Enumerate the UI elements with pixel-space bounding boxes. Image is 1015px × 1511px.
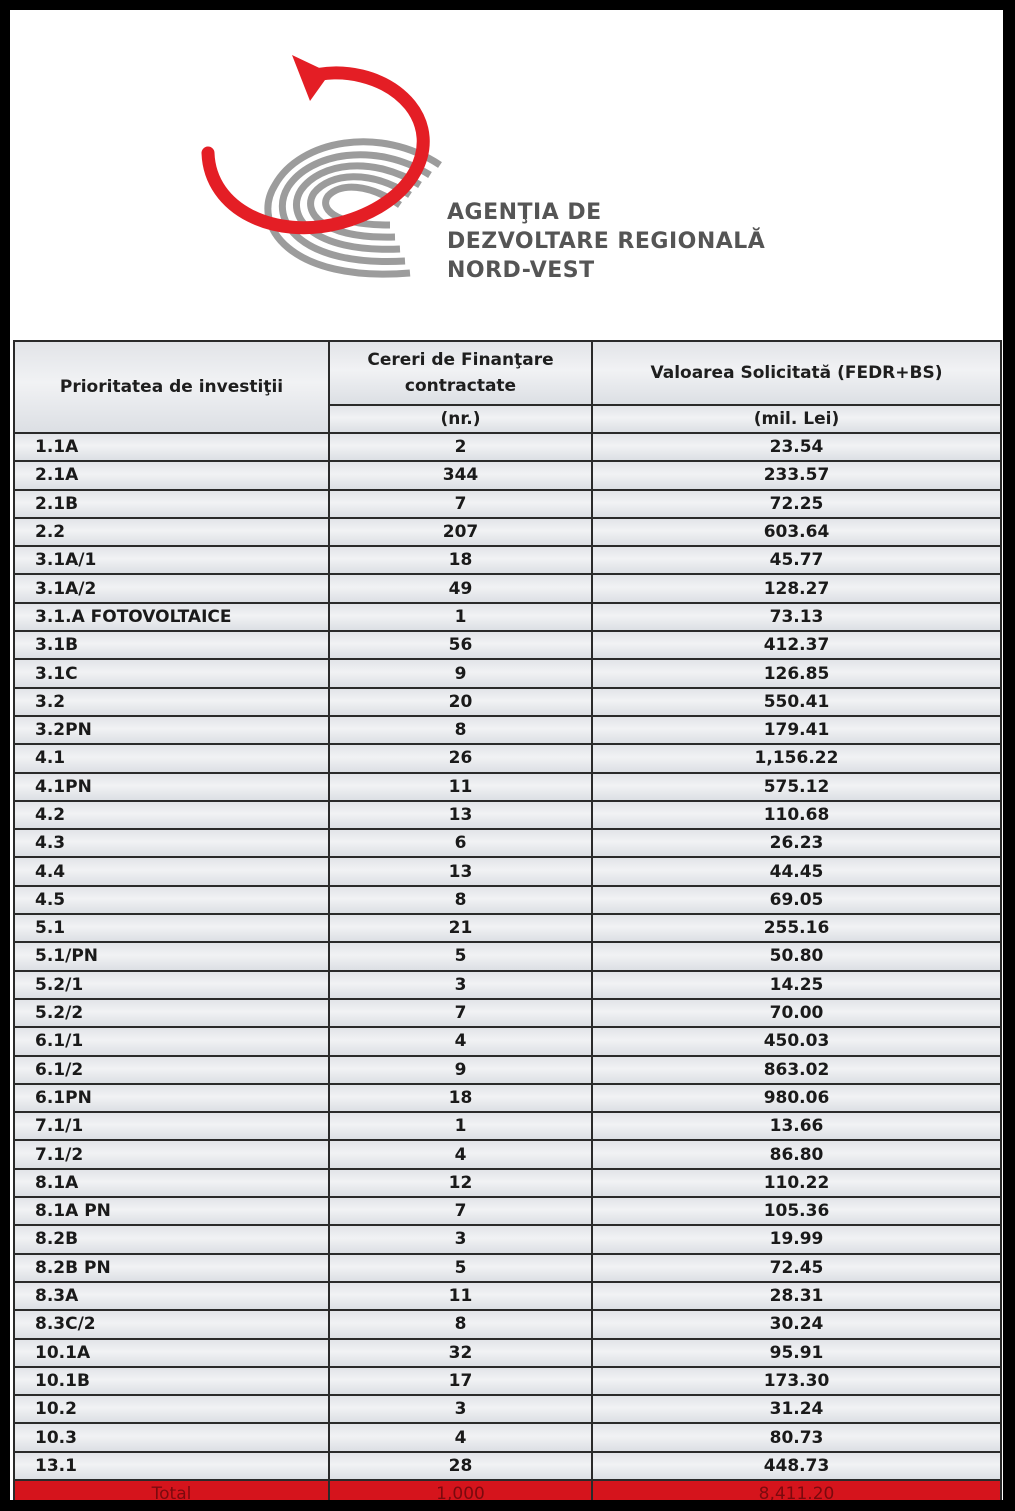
row-priority: 7.1/2 — [14, 1140, 329, 1168]
table-row — [14, 461, 1001, 489]
row-priority: 10.2 — [14, 1395, 329, 1423]
row-priority: 6.1PN — [14, 1084, 329, 1112]
row-requests: 207 — [329, 518, 592, 546]
row-requests: 7 — [329, 999, 592, 1027]
row-priority: 8.2B — [14, 1225, 329, 1253]
row-priority: 5.2/1 — [14, 971, 329, 999]
row-value: 173.30 — [592, 1367, 1001, 1395]
row-priority: 10.1A — [14, 1339, 329, 1367]
row-value: 450.03 — [592, 1027, 1001, 1055]
row-requests: 13 — [329, 857, 592, 885]
table-row — [14, 433, 1001, 461]
row-priority: 4.2 — [14, 801, 329, 829]
table-row — [14, 942, 1001, 970]
table-row — [14, 574, 1001, 602]
row-value: 128.27 — [592, 574, 1001, 602]
row-priority: 3.1C — [14, 659, 329, 687]
row-value: 863.02 — [592, 1056, 1001, 1084]
row-value: 1,156.22 — [592, 744, 1001, 772]
table-row — [14, 716, 1001, 744]
row-priority: 7.1/1 — [14, 1112, 329, 1140]
row-priority: 8.1A PN — [14, 1197, 329, 1225]
row-priority: 2.1A — [14, 461, 329, 489]
organization-name — [447, 198, 765, 285]
row-priority: 4.1PN — [14, 773, 329, 801]
row-requests: 8 — [329, 886, 592, 914]
row-priority: 4.1 — [14, 744, 329, 772]
row-requests: 4 — [329, 1027, 592, 1055]
row-requests: 18 — [329, 1084, 592, 1112]
row-requests: 3 — [329, 971, 592, 999]
row-value: 80.73 — [592, 1423, 1001, 1451]
row-requests: 2 — [329, 433, 592, 461]
row-requests: 28 — [329, 1452, 592, 1480]
total-label: Total — [14, 1480, 329, 1500]
table-row — [14, 1027, 1001, 1055]
table-row — [14, 1225, 1001, 1253]
table-row — [14, 1310, 1001, 1338]
table-row — [14, 829, 1001, 857]
row-value: 30.24 — [592, 1310, 1001, 1338]
row-value: 179.41 — [592, 716, 1001, 744]
row-priority: 2.2 — [14, 518, 329, 546]
row-priority: 8.3A — [14, 1282, 329, 1310]
table-row — [14, 546, 1001, 574]
table-row — [14, 1339, 1001, 1367]
row-value: 28.31 — [592, 1282, 1001, 1310]
organization-line-3: NORD-VEST — [447, 258, 595, 283]
row-value: 550.41 — [592, 688, 1001, 716]
total-row — [14, 1480, 1001, 1500]
row-value: 126.85 — [592, 659, 1001, 687]
row-value: 575.12 — [592, 773, 1001, 801]
row-value: 70.00 — [592, 999, 1001, 1027]
row-requests: 11 — [329, 773, 592, 801]
row-requests: 1 — [329, 1112, 592, 1140]
row-priority: 5.2/2 — [14, 999, 329, 1027]
row-value: 110.22 — [592, 1169, 1001, 1197]
row-requests: 8 — [329, 716, 592, 744]
table-row — [14, 1112, 1001, 1140]
table-row — [14, 603, 1001, 631]
row-requests: 20 — [329, 688, 592, 716]
table-row — [14, 886, 1001, 914]
row-priority: 5.1/PN — [14, 942, 329, 970]
row-priority: 6.1/1 — [14, 1027, 329, 1055]
row-requests: 5 — [329, 942, 592, 970]
row-priority: 4.3 — [14, 829, 329, 857]
table-row — [14, 1197, 1001, 1225]
header-requests-unit: (nr.) — [329, 405, 592, 433]
total-requests: 1,000 — [329, 1480, 592, 1500]
header-priority: Prioritatea de investiţii — [14, 341, 329, 433]
row-value: 45.77 — [592, 546, 1001, 574]
table-row — [14, 1254, 1001, 1282]
table-row — [14, 1367, 1001, 1395]
row-requests: 7 — [329, 1197, 592, 1225]
row-value: 23.54 — [592, 433, 1001, 461]
row-requests: 6 — [329, 829, 592, 857]
row-value: 73.13 — [592, 603, 1001, 631]
row-requests: 26 — [329, 744, 592, 772]
table-row — [14, 914, 1001, 942]
row-requests: 49 — [329, 574, 592, 602]
row-value: 50.80 — [592, 942, 1001, 970]
row-priority: 13.1 — [14, 1452, 329, 1480]
organization-line-2: DEZVOLTARE REGIONALĂ — [447, 229, 766, 254]
document-page — [10, 10, 1003, 1500]
row-requests: 21 — [329, 914, 592, 942]
row-priority: 1.1A — [14, 433, 329, 461]
row-priority: 8.1A — [14, 1169, 329, 1197]
row-priority: 3.2PN — [14, 716, 329, 744]
row-value: 19.99 — [592, 1225, 1001, 1253]
table-row — [14, 1452, 1001, 1480]
row-priority: 5.1 — [14, 914, 329, 942]
header-value: Valoarea Solicitată (FEDR+BS) — [592, 341, 1001, 405]
total-value: 8,411.20 — [592, 1480, 1001, 1500]
header-logo-area — [10, 10, 1003, 338]
row-value: 69.05 — [592, 886, 1001, 914]
row-requests: 4 — [329, 1140, 592, 1168]
row-value: 255.16 — [592, 914, 1001, 942]
row-requests: 13 — [329, 801, 592, 829]
investment-table — [13, 340, 1002, 1500]
row-value: 448.73 — [592, 1452, 1001, 1480]
table-row — [14, 1140, 1001, 1168]
row-priority: 4.5 — [14, 886, 329, 914]
row-requests: 3 — [329, 1225, 592, 1253]
organization-line-1: AGENŢIA DE — [447, 200, 602, 225]
row-value: 26.23 — [592, 829, 1001, 857]
row-value: 412.37 — [592, 631, 1001, 659]
header-value-unit: (mil. Lei) — [592, 405, 1001, 433]
row-requests: 12 — [329, 1169, 592, 1197]
row-priority: 3.1B — [14, 631, 329, 659]
table-row — [14, 490, 1001, 518]
row-requests: 344 — [329, 461, 592, 489]
table-row — [14, 1169, 1001, 1197]
table-row — [14, 1395, 1001, 1423]
row-priority: 4.4 — [14, 857, 329, 885]
row-priority: 8.3C/2 — [14, 1310, 329, 1338]
row-value: 31.24 — [592, 1395, 1001, 1423]
table-row — [14, 857, 1001, 885]
row-priority: 3.1A/2 — [14, 574, 329, 602]
table-row — [14, 518, 1001, 546]
table-header-row — [14, 341, 1001, 405]
table-row — [14, 971, 1001, 999]
row-value: 105.36 — [592, 1197, 1001, 1225]
row-requests: 5 — [329, 1254, 592, 1282]
table-row — [14, 1423, 1001, 1451]
row-priority: 8.2B PN — [14, 1254, 329, 1282]
row-value: 980.06 — [592, 1084, 1001, 1112]
row-priority: 6.1/2 — [14, 1056, 329, 1084]
table-row — [14, 1056, 1001, 1084]
row-requests: 7 — [329, 490, 592, 518]
row-requests: 56 — [329, 631, 592, 659]
table-row — [14, 1084, 1001, 1112]
row-value: 95.91 — [592, 1339, 1001, 1367]
row-value: 72.25 — [592, 490, 1001, 518]
row-value: 72.45 — [592, 1254, 1001, 1282]
table-body — [14, 433, 1001, 1480]
table-row — [14, 1282, 1001, 1310]
row-priority: 10.3 — [14, 1423, 329, 1451]
row-requests: 1 — [329, 603, 592, 631]
table-row — [14, 659, 1001, 687]
table-row — [14, 688, 1001, 716]
row-requests: 8 — [329, 1310, 592, 1338]
table-row — [14, 631, 1001, 659]
row-value: 13.66 — [592, 1112, 1001, 1140]
table-row — [14, 801, 1001, 829]
row-value: 14.25 — [592, 971, 1001, 999]
row-value: 233.57 — [592, 461, 1001, 489]
row-priority: 3.2 — [14, 688, 329, 716]
row-value: 603.64 — [592, 518, 1001, 546]
row-value: 110.68 — [592, 801, 1001, 829]
header-requests: Cereri de Finanţare contractate — [329, 341, 592, 405]
agency-logo-icon — [180, 35, 450, 295]
row-requests: 3 — [329, 1395, 592, 1423]
row-value: 44.45 — [592, 857, 1001, 885]
table-row — [14, 744, 1001, 772]
row-priority: 10.1B — [14, 1367, 329, 1395]
row-value: 86.80 — [592, 1140, 1001, 1168]
row-priority: 2.1B — [14, 490, 329, 518]
row-requests: 32 — [329, 1339, 592, 1367]
row-requests: 9 — [329, 659, 592, 687]
row-priority: 3.1A/1 — [14, 546, 329, 574]
row-requests: 9 — [329, 1056, 592, 1084]
row-requests: 17 — [329, 1367, 592, 1395]
table-row — [14, 999, 1001, 1027]
table-row — [14, 773, 1001, 801]
row-requests: 4 — [329, 1423, 592, 1451]
row-requests: 18 — [329, 546, 592, 574]
row-requests: 11 — [329, 1282, 592, 1310]
row-priority: 3.1.A FOTOVOLTAICE — [14, 603, 329, 631]
